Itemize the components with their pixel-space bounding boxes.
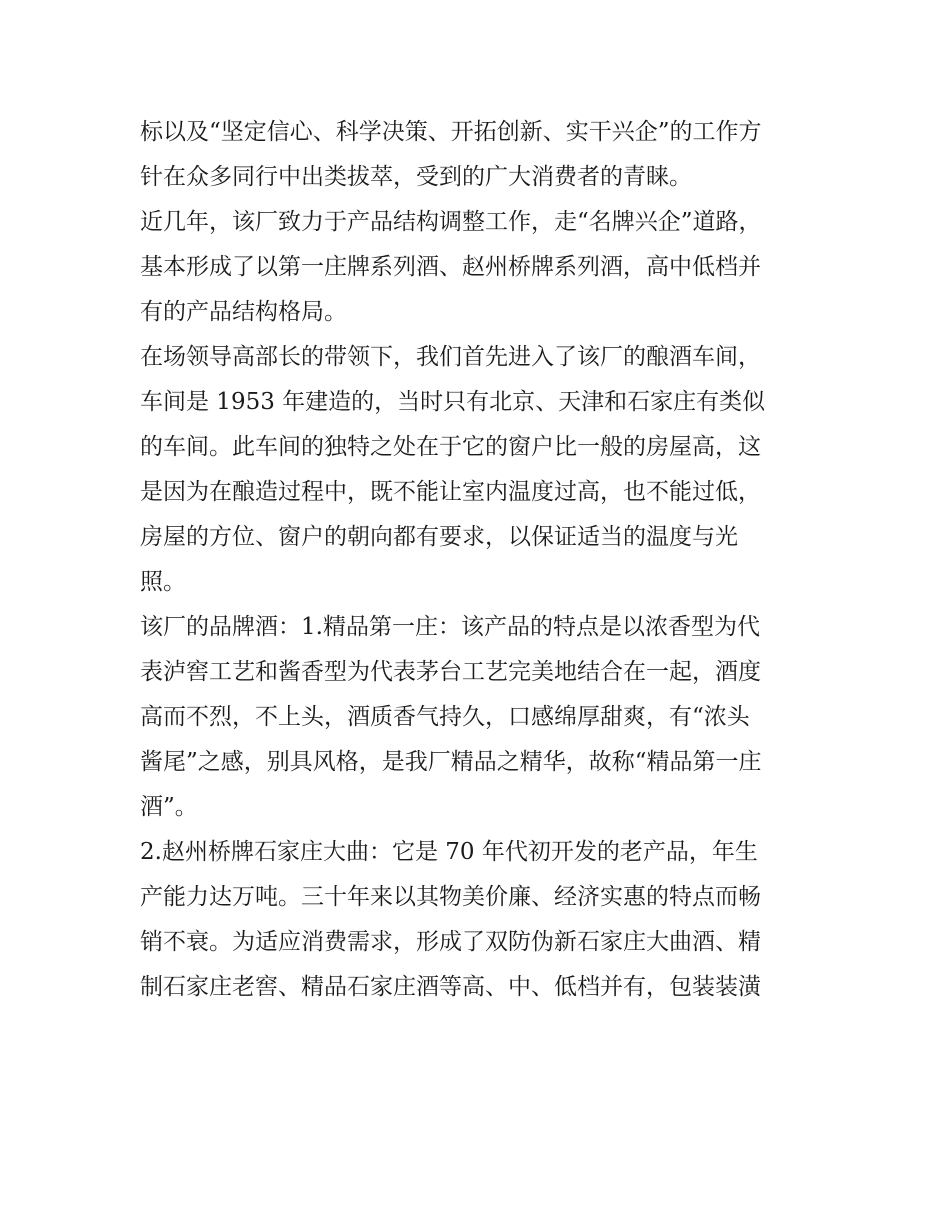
text-line: 房屋的方位、窗户的朝向都有要求，以保证适当的温度与光 bbox=[140, 524, 738, 550]
text-line: 车间是 1953 年建造的，当时只有北京、天津和石家庄有类似 bbox=[140, 389, 766, 415]
text-line: 产能力达万吨。三十年来以其物美价廉、经济实惠的特点而畅 bbox=[140, 884, 761, 910]
text-line: 高而不烈，不上头，酒质香气持久，口感绵厚甜爽，有“浓头 bbox=[140, 704, 750, 730]
text-line: 有的产品结构格局。 bbox=[140, 299, 347, 325]
text-line: 是因为在酿造过程中，既不能让室内温度过高，也不能过低， bbox=[140, 479, 761, 505]
text-line: 的车间。此车间的独特之处在于它的窗户比一般的房屋高，这 bbox=[140, 434, 761, 460]
text-line: 标以及“坚定信心、科学决策、开拓创新、实干兴企”的工作方 bbox=[140, 119, 762, 145]
text-line: 该厂的品牌酒：1.精品第一庄：该产品的特点是以浓香型为代 bbox=[140, 614, 760, 640]
text-line: 在场领导高部长的带领下，我们首先进入了该厂的酿酒车间， bbox=[140, 344, 761, 370]
text-line: 2.赵州桥牌石家庄大曲：它是 70 年代初开发的老产品，年生 bbox=[140, 839, 758, 865]
text-line: 照。 bbox=[140, 569, 186, 595]
body-text bbox=[140, 110, 820, 1010]
text-line: 表泸窖工艺和酱香型为代表茅台工艺完美地结合在一起，酒度 bbox=[140, 659, 761, 685]
text-line: 针在众多同行中出类拔萃，受到的广大消费者的青睐。 bbox=[140, 164, 692, 190]
text-line: 近几年，该厂致力于产品结构调整工作，走“名牌兴企”道路， bbox=[140, 209, 762, 235]
text-line: 基本形成了以第一庄牌系列酒、赵州桥牌系列酒，高中低档并 bbox=[140, 254, 761, 280]
text-line: 酒”。 bbox=[140, 794, 198, 820]
text-line: 制石家庄老窖、精品石家庄酒等高、中、低档并有，包装装潢 bbox=[140, 974, 761, 1000]
text-line: 酱尾”之感，别具风格，是我厂精品之精华，故称“精品第一庄 bbox=[140, 749, 762, 775]
text-line: 销不衰。为适应消费需求，形成了双防伪新石家庄大曲酒、精 bbox=[140, 929, 761, 955]
